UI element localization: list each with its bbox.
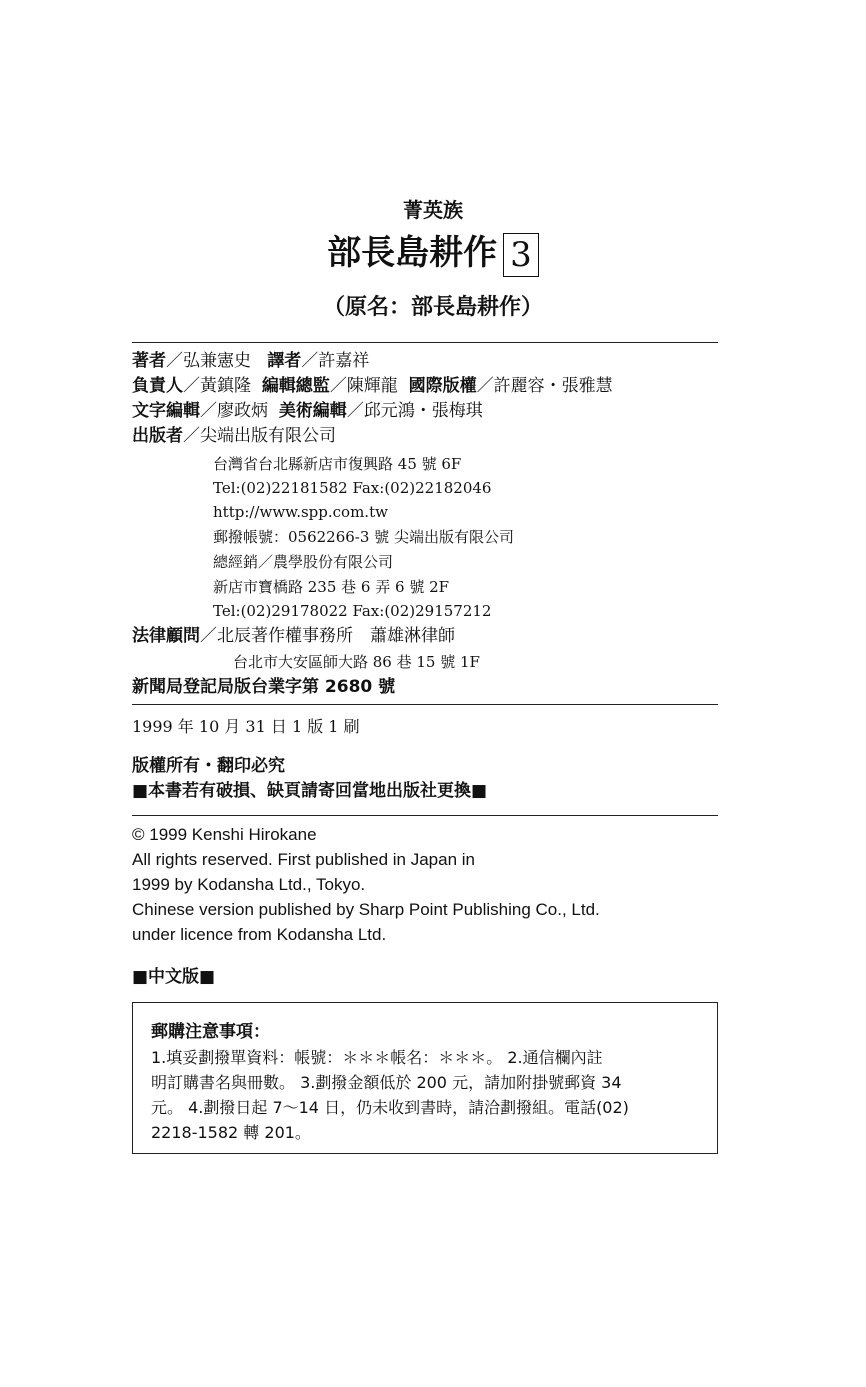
legal-address: 台北市大安區師大路 86 巷 15 號 1F — [233, 653, 480, 671]
translator-label: 譯者 — [267, 351, 302, 371]
notice-title: 郵購注意事項： — [151, 1022, 270, 1042]
notice-line-2: 明訂購書名與冊數。 3.劃撥金額低於 200 元，請加附掛號郵資 34 — [151, 1073, 622, 1092]
credit-line-legal — [132, 624, 455, 648]
art-editor-name: ／邱元鴻・張梅琪 — [346, 401, 483, 421]
original-title: （原名：部長島耕作） — [322, 294, 543, 320]
author-name: ／弘兼憲史 — [166, 351, 251, 371]
copyright-line: © 1999 Kenshi Hirokane — [132, 825, 317, 844]
credit-line-author — [132, 349, 369, 373]
text-editor-label: 文字編輯 — [132, 401, 200, 421]
chief-editor-label: 編輯總監 — [261, 376, 330, 396]
divider-middle — [132, 704, 718, 705]
mail-order-notice-box — [132, 1002, 718, 1154]
replacement-notice: ■本書若有破損、缺頁請寄回當地出版社更換■ — [132, 781, 488, 801]
publisher-name: ／尖端出版有限公司 — [183, 426, 336, 446]
responsible-label: 負責人 — [132, 376, 183, 396]
art-editor-label: 美術編輯 — [278, 401, 347, 421]
postal-account: 郵撥帳號：0562266-3 號 尖端出版有限公司 — [213, 528, 514, 546]
author-label: 著者 — [132, 351, 166, 371]
distributor-tel-fax: Tel:(02)29178022 Fax:(02)29157212 — [213, 602, 492, 620]
credit-line-editors — [132, 399, 483, 423]
legal-label: 法律顧問 — [132, 626, 200, 646]
publisher-tel-fax: Tel:(02)22181582 Fax:(02)22182046 — [213, 479, 492, 497]
text-editor-name: ／廖政炳 — [200, 401, 268, 421]
book-title: 部長島耕作 — [327, 233, 498, 273]
notice-line-3: 元。 4.劃撥日起 7～14 日，仍未收到書時，請洽劃撥組。電話(02) — [151, 1098, 629, 1117]
notice-line-1: 1.填妥劃撥單資料：帳號：＊＊＊帳名：＊＊＊。 2.通信欄內註 — [151, 1048, 603, 1067]
edition-date: 1999 年 10 月 31 日 1 版 1 刷 — [132, 717, 360, 736]
english-rights-line-1: All rights reserved. First published in Japan in — [132, 850, 475, 869]
series-name: 菁英族 — [403, 198, 463, 222]
legal-name: ／北辰著作權事務所 蕭雄淋律師 — [200, 626, 455, 646]
credit-line-staff — [132, 374, 613, 398]
english-rights-line-3: Chinese version published by Sharp Point Publishing Co., Ltd. — [132, 900, 600, 919]
chinese-edition-mark: ■中文版■ — [132, 967, 216, 987]
responsible-name: ／黃鎮隆 — [183, 376, 251, 396]
registration-number: 新聞局登記局版台業字第 2680 號 — [132, 677, 396, 697]
chief-editor-name: ／陳輝龍 — [329, 376, 398, 396]
publisher-address: 台灣省台北縣新店市復興路 45 號 6F — [213, 455, 462, 473]
divider-lower — [132, 815, 718, 816]
credit-line-publisher — [132, 424, 336, 448]
volume-number: 3 — [503, 233, 539, 277]
notice-line-4: 2218-1582 轉 201。 — [151, 1123, 311, 1142]
distributor-address: 新店市寶橋路 235 巷 6 弄 6 號 2F — [213, 578, 450, 596]
english-rights-line-4: under licence from Kodansha Ltd. — [132, 925, 387, 944]
publisher-label: 出版者 — [132, 426, 183, 446]
intl-rights-label: 國際版權 — [408, 376, 477, 396]
intl-rights-name: ／許麗容・張雅慧 — [476, 376, 613, 396]
english-rights-line-2: 1999 by Kodansha Ltd., Tokyo. — [132, 875, 366, 894]
distributor: 總經銷／農學股份有限公司 — [213, 553, 394, 571]
rights-reserved: 版權所有・翻印必究 — [132, 756, 285, 776]
divider-top — [132, 342, 718, 343]
book-title-row — [0, 228, 866, 278]
publisher-website: http://www.spp.com.tw — [213, 503, 388, 521]
translator-name: ／許嘉祥 — [301, 351, 370, 371]
